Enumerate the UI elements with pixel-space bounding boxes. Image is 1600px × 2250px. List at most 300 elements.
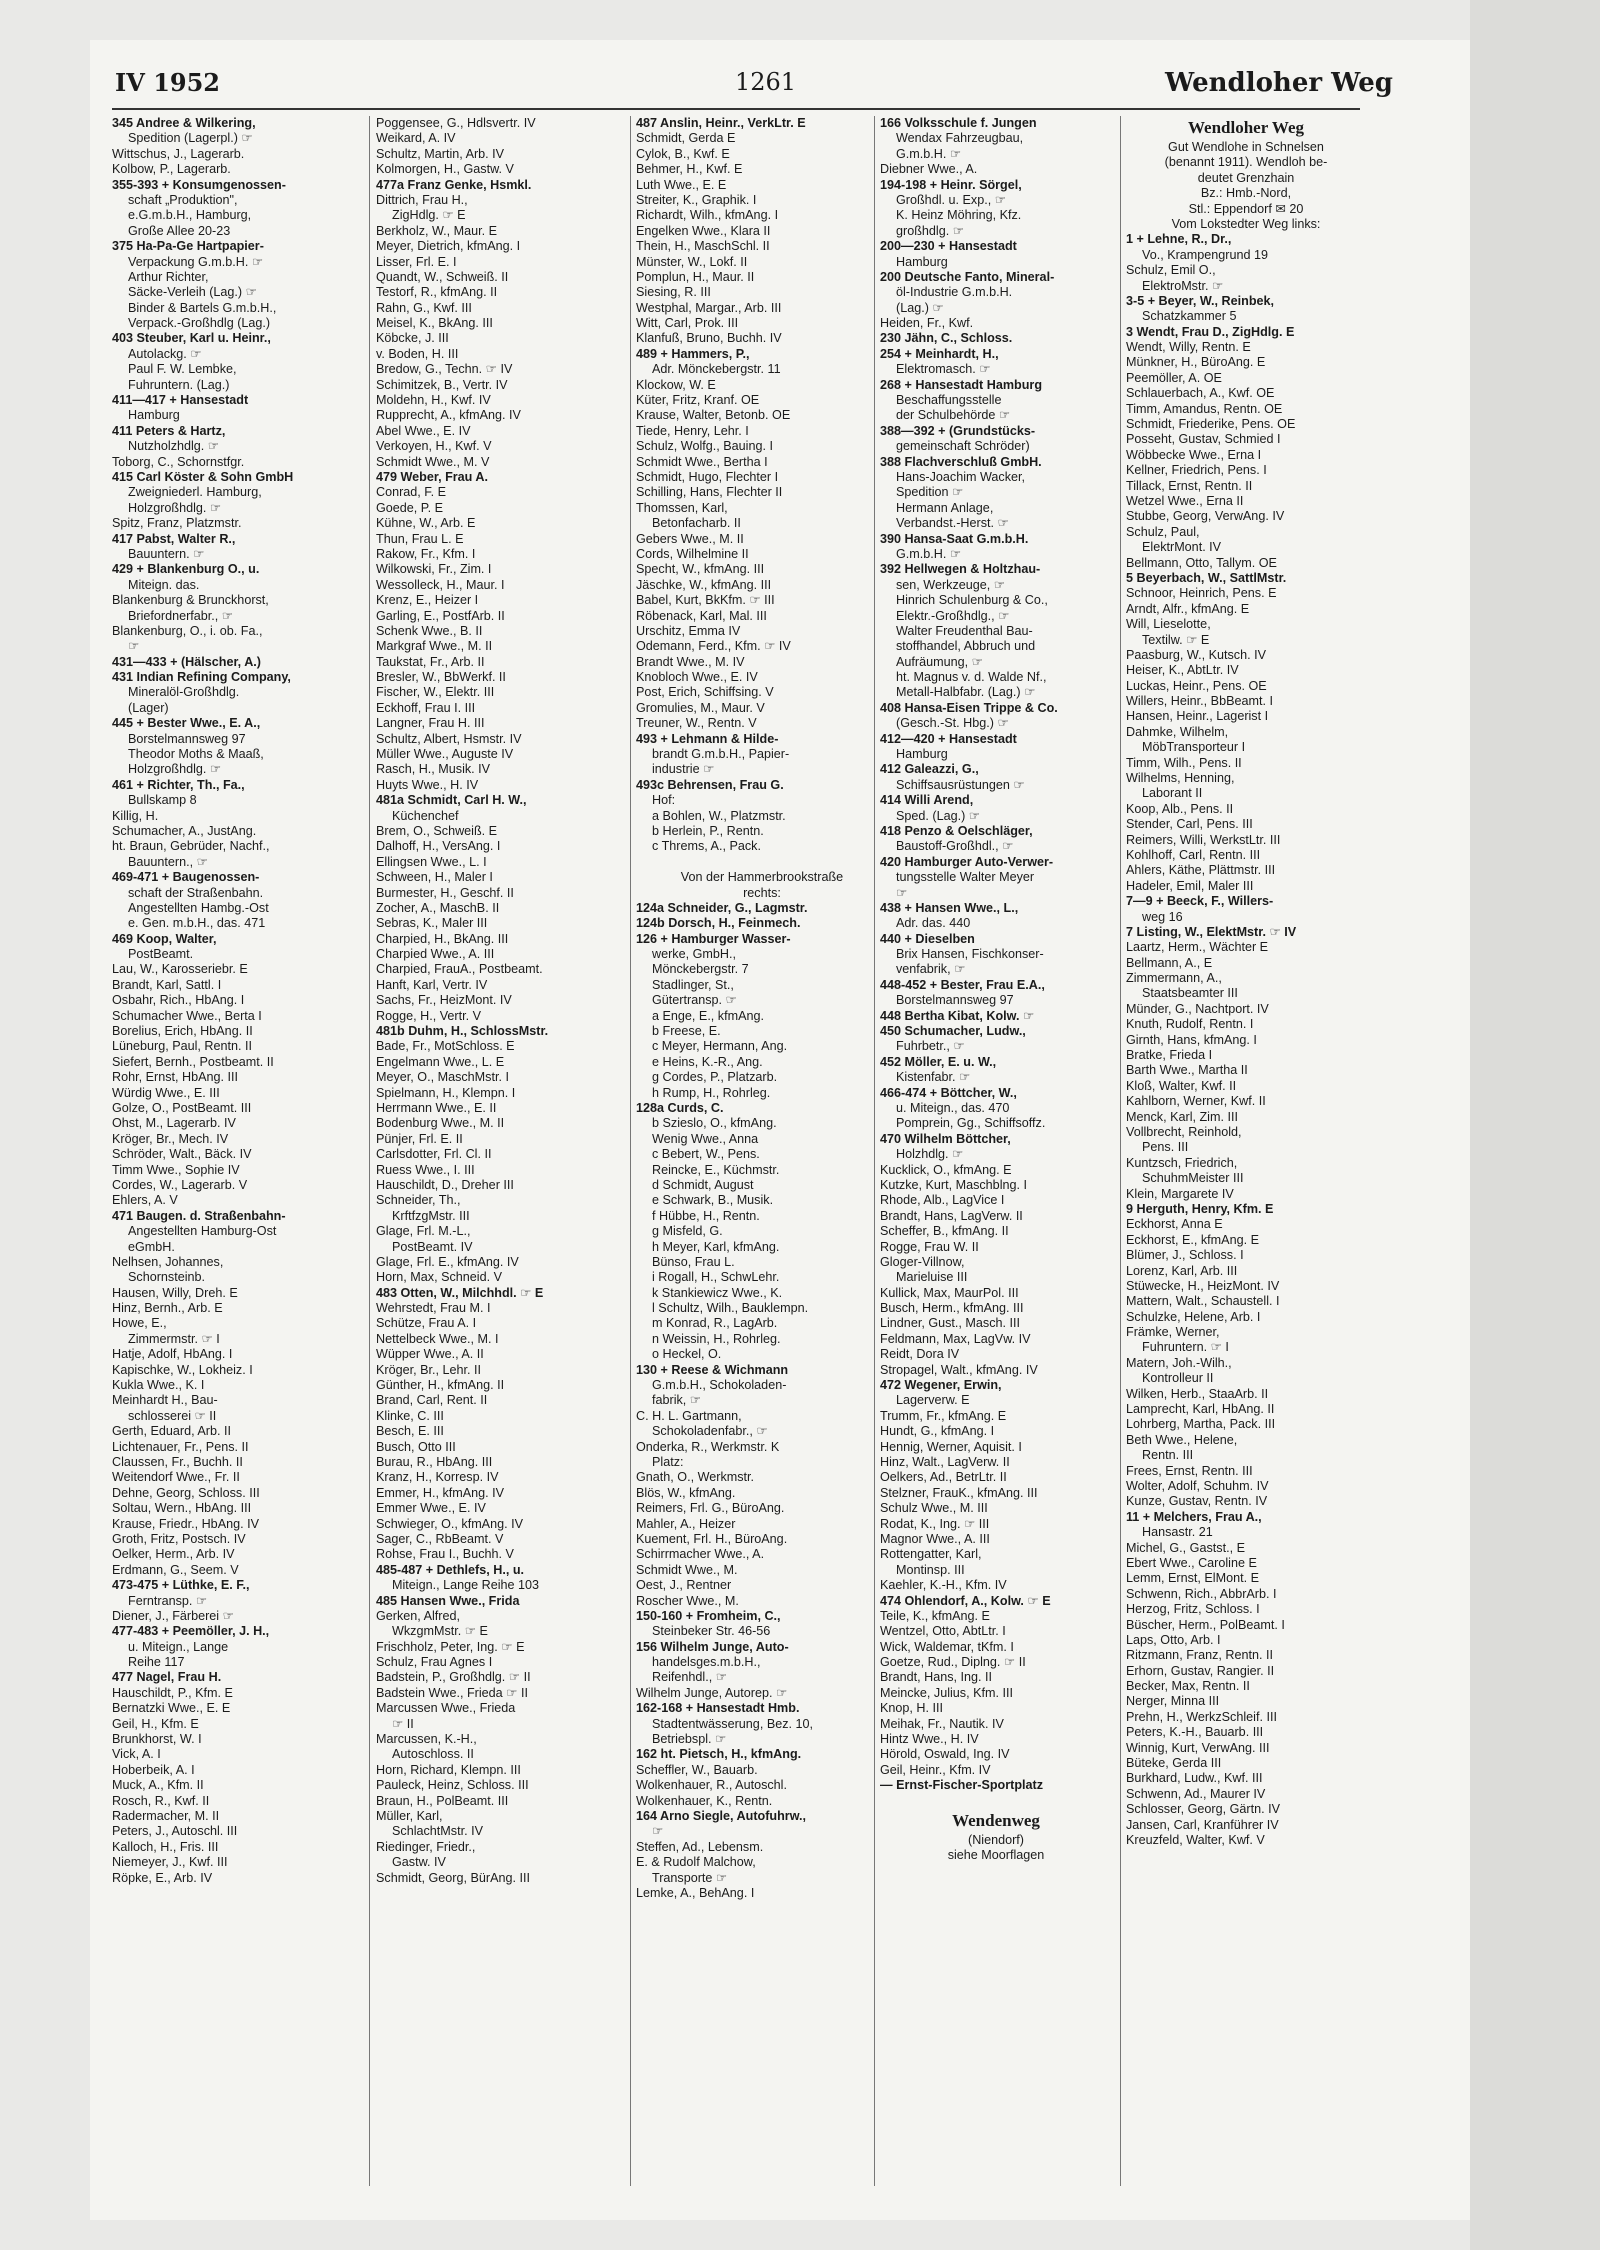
directory-line: Zweigniederl. Hamburg, xyxy=(128,485,262,500)
directory-line: ElektrMont. IV xyxy=(1142,540,1222,555)
directory-line: Heiser, K., AbtLtr. IV xyxy=(1126,663,1239,678)
address-entry-heading: 388 Flachverschluß GmbH. xyxy=(880,454,1042,469)
directory-line: Holzhdlg. ☞ xyxy=(896,1147,964,1162)
directory-line: c Threms, A., Pack. xyxy=(652,839,761,854)
directory-line: Schirrmacher Wwe., A. xyxy=(636,1547,765,1562)
address-entry-heading: 479 Weber, Frau A. xyxy=(376,469,488,484)
directory-line: Hatje, Adolf, HbAng. I xyxy=(112,1347,233,1362)
directory-line: Glage, Frl. E., kfmAng. IV xyxy=(376,1254,519,1269)
directory-line: Treuner, W., Rentn. V xyxy=(636,716,757,731)
directory-line: Bauuntern., ☞ xyxy=(128,854,208,869)
directory-line: Horn, Richard, Klempn. III xyxy=(376,1762,521,1777)
directory-line: K. Heinz Möhring, Kfz. xyxy=(896,208,1022,223)
directory-line: Howe, E., xyxy=(112,1316,167,1331)
directory-line: Ebert Wwe., Caroline E xyxy=(1126,1555,1257,1570)
column-1 xyxy=(112,116,362,2196)
address-entry-heading: 194-198 + Heinr. Sörgel, xyxy=(880,177,1022,192)
directory-line: Betriebspl. ☞ xyxy=(652,1732,727,1747)
directory-line: Wilhelm Junge, Autorep. ☞ xyxy=(636,1685,788,1700)
address-entry-heading: 493c Behrensen, Frau G. xyxy=(636,777,784,792)
directory-line: Urschitz, Emma IV xyxy=(636,623,741,638)
directory-line: großhdlg. ☞ xyxy=(896,223,964,238)
directory-line: ☞ xyxy=(652,1824,664,1839)
address-entry-heading: 411—417 + Hansestadt xyxy=(112,393,249,408)
directory-line: Holzgroßhdlg. ☞ xyxy=(128,500,222,515)
directory-line: Kontrolleur II xyxy=(1142,1371,1214,1386)
directory-line: Geil, Heinr., Kfm. IV xyxy=(880,1762,991,1777)
directory-line: Gerth, Eduard, Arb. II xyxy=(112,1424,232,1439)
directory-line: Weikard, A. IV xyxy=(376,131,456,146)
directory-line: brandt G.m.b.H., Papier- xyxy=(652,747,790,762)
directory-line: e Heins, K.-R., Ang. xyxy=(652,1054,763,1069)
directory-line: Kucklick, O., kfmAng. E xyxy=(880,1162,1012,1177)
address-entry-heading: 429 + Blankenburg O., u. xyxy=(112,562,260,577)
directory-line: MöbTransporteur I xyxy=(1142,740,1246,755)
directory-line: Rohr, Ernst, HbAng. III xyxy=(112,1070,238,1085)
directory-line: Röbenack, Karl, Mal. III xyxy=(636,608,767,623)
address-entry-heading: 431 Indian Refining Company, xyxy=(112,670,291,685)
directory-line: Sachs, Fr., HeizMont. IV xyxy=(376,993,512,1008)
directory-line: Busch, Herm., kfmAng. III xyxy=(880,1301,1024,1316)
directory-line: Laborant II xyxy=(1142,786,1203,801)
directory-line: Fuhruntern. (Lag.) xyxy=(128,377,230,392)
address-entry-heading: 466-474 + Böttcher, W., xyxy=(880,1085,1017,1100)
directory-line: Hamburg xyxy=(896,747,948,762)
directory-line: Brandt, Hans, Ing. II xyxy=(880,1670,993,1685)
directory-line: Lemm, Ernst, ElMont. E xyxy=(1126,1571,1259,1586)
directory-line: Kuement, Frl. H., BüroAng. xyxy=(636,1531,788,1546)
directory-line: Kukla Wwe., K. I xyxy=(112,1378,205,1393)
directory-line: Wittschus, J., Lagerarb. xyxy=(112,146,245,161)
directory-line: Charpied, FrauA., Postbeamt. xyxy=(376,962,543,977)
directory-line: c Bebert, W., Pens. xyxy=(652,1147,760,1162)
directory-line: Koop, Alb., Pens. II xyxy=(1126,801,1234,816)
directory-line: fabrik, ☞ xyxy=(652,1393,702,1408)
directory-line: Magnor Wwe., A. III xyxy=(880,1531,990,1546)
directory-line: Wetzel Wwe., Erna II xyxy=(1126,493,1244,508)
address-entry-heading: 417 Pabst, Walter R., xyxy=(112,531,236,546)
directory-line: Schumacher Wwe., Berta I xyxy=(112,1008,262,1023)
directory-line: Markgraf Wwe., M. II xyxy=(376,639,493,654)
directory-line: d Schmidt, August xyxy=(652,1177,754,1192)
directory-line: Frischholz, Peter, Ing. ☞ E xyxy=(376,1639,525,1654)
directory-line: Mineralöl-Großhdlg. xyxy=(128,685,240,700)
address-entry-heading: 345 Andree & Wilkering, xyxy=(112,116,256,130)
directory-line: PostBeamt. IV xyxy=(392,1239,473,1254)
directory-line: Hermann Anlage, xyxy=(896,500,994,515)
address-entry-heading: 481a Schmidt, Carl H. W., xyxy=(376,793,527,808)
directory-line: Rosch, R., Kwf. II xyxy=(112,1793,210,1808)
directory-line: ht. Braun, Gebrüder, Nachf., xyxy=(112,839,270,854)
directory-line: Barth Wwe., Martha II xyxy=(1126,1063,1248,1078)
directory-line: Gloger-Villnow, xyxy=(880,1254,965,1269)
directory-line: (Niendorf) xyxy=(968,1832,1024,1847)
directory-line: Ehlers, A. V xyxy=(112,1193,178,1208)
address-entry-heading: 162 ht. Pietsch, H., kfmAng. xyxy=(636,1747,802,1762)
directory-line: Bellmann, Otto, Tallym. OE xyxy=(1126,555,1277,570)
directory-line: Mahler, A., Heizer xyxy=(636,1516,736,1531)
directory-line: a Bohlen, W., Platzmstr. xyxy=(652,808,786,823)
directory-line: Schornsteinb. xyxy=(128,1270,206,1285)
directory-line: Timm Wwe., Sophie IV xyxy=(112,1162,240,1177)
directory-line: Stubbe, Georg, VerwAng. IV xyxy=(1126,509,1285,524)
directory-line: Schlosser, Georg, Gärtn. IV xyxy=(1126,1802,1280,1817)
directory-line: Emmer Wwe., E. IV xyxy=(376,1501,486,1516)
directory-line: Schneider, Th., xyxy=(376,1193,461,1208)
directory-line: u. Miteign., das. 470 xyxy=(896,1101,1010,1115)
directory-line: Winnig, Kurt, VerwAng. III xyxy=(1126,1740,1270,1755)
directory-line: Westphal, Margar., Arb. III xyxy=(636,300,782,315)
directory-line: Reimers, Willi, WerkstLtr. III xyxy=(1126,832,1281,847)
address-entry-heading: 452 Möller, E. u. W., xyxy=(880,1054,997,1069)
directory-line: Bresler, W., BbWerkf. II xyxy=(376,670,506,685)
directory-line: Meisel, K., BkAng. III xyxy=(376,316,493,331)
directory-line: Blös, W., kfmAng. xyxy=(636,1485,736,1500)
directory-line: Schulz, Frau Agnes I xyxy=(376,1655,493,1670)
directory-line: Hinrich Schulenburg & Co., xyxy=(896,593,1048,608)
directory-line: Großhdl. u. Exp., ☞ xyxy=(896,192,1006,207)
directory-line: Rottengatter, Karl, xyxy=(880,1547,982,1562)
directory-line: Stropagel, Walt., kfmAng. IV xyxy=(880,1362,1038,1377)
directory-line: Jäschke, W., kfmAng. III xyxy=(636,577,772,592)
directory-line: Onderka, R., Werkmstr. K xyxy=(636,1439,780,1454)
directory-line: Bauuntern. ☞ xyxy=(128,546,205,561)
directory-line: Schumacher, A., JustAng. xyxy=(112,823,257,838)
directory-line: Kunze, Gustav, Rentn. IV xyxy=(1126,1494,1268,1509)
directory-line: Wolkenhauer, K., Rentn. xyxy=(636,1793,773,1808)
directory-line: Schulz, Emil O., xyxy=(1126,263,1216,278)
directory-line: Schilling, Hans, Flechter II xyxy=(636,485,783,500)
directory-line: h Meyer, Karl, kfmAng. xyxy=(652,1239,780,1254)
directory-line: Reifenhdl., ☞ xyxy=(652,1670,727,1685)
directory-line: Laartz, Herm., Wächter E xyxy=(1126,940,1269,955)
directory-line: Hauschildt, D., Dreher III xyxy=(376,1177,514,1192)
directory-line: Hundt, G., kfmAng. I xyxy=(880,1424,995,1439)
address-entry-heading: 5 Beyerbach, W., SattlMstr. xyxy=(1126,570,1287,585)
directory-line: Klanfuß, Bruno, Buchh. IV xyxy=(636,331,782,346)
directory-line: Tillack, Ernst, Rentn. II xyxy=(1126,478,1253,493)
address-entry-heading: 431—433 + (Hälscher, A.) xyxy=(112,654,261,669)
address-entry-heading: 481b Duhm, H., SchlossMstr. xyxy=(376,1024,549,1039)
directory-line: G.m.b.H. ☞ xyxy=(896,546,962,561)
directory-line: Rakow, Fr., Kfm. I xyxy=(376,546,476,561)
address-entry-heading: 448-452 + Bester, Frau E.A., xyxy=(880,977,1045,992)
column-divider xyxy=(630,116,631,2186)
directory-line: Carlsdotter, Frl. Cl. II xyxy=(376,1147,492,1162)
directory-line: Girnth, Hans, kfmAng. I xyxy=(1126,1032,1257,1047)
directory-line: Schwenn, Rich., AbbrArb. I xyxy=(1126,1586,1277,1601)
directory-line: Spielmann, H., Klempn. I xyxy=(376,1085,516,1100)
directory-line: Siesing, R. III xyxy=(636,285,711,300)
directory-line: Brunkhorst, W. I xyxy=(112,1732,202,1747)
directory-line: G.m.b.H., Schokoladen- xyxy=(652,1378,787,1393)
address-entry-heading: 124b Dorsch, H., Feinmech. xyxy=(636,916,801,931)
directory-line: b Szieslo, O., kfmAng. xyxy=(652,1116,777,1131)
directory-line: Brandt, Karl, Sattl. I xyxy=(112,977,222,992)
directory-line: Mönckebergstr. 7 xyxy=(652,962,749,977)
directory-line: Küter, Fritz, Kranf. OE xyxy=(636,393,760,408)
directory-line: Bellmann, A., E xyxy=(1126,955,1213,970)
directory-line: Geil, H., Kfm. E xyxy=(112,1716,199,1731)
directory-line: Küchenchef xyxy=(392,808,459,823)
directory-line: Quandt, W., Schweiß. II xyxy=(376,269,509,284)
directory-line: Nerger, Minna III xyxy=(1126,1694,1220,1709)
directory-line: Platz: xyxy=(652,1454,684,1469)
directory-line: Kutzke, Kurt, Maschblng. I xyxy=(880,1177,1027,1192)
directory-line: Killig, H. xyxy=(112,808,159,823)
address-entry-heading: 477-483 + Peemöller, J. H., xyxy=(112,1624,270,1639)
directory-line: Schulz Wwe., M. III xyxy=(880,1501,988,1516)
column-5 xyxy=(1126,116,1366,2196)
directory-line: Hintz Wwe., H. IV xyxy=(880,1732,979,1747)
directory-line: Engelken Wwe., Klara II xyxy=(636,223,771,238)
directory-line: Günther, H., kfmAng. II xyxy=(376,1378,505,1393)
directory-line: e Schwark, B., Musik. xyxy=(652,1193,774,1208)
directory-line: eGmbH. xyxy=(128,1239,175,1254)
address-entry-heading: 485-487 + Dethlefs, H., u. xyxy=(376,1562,525,1577)
directory-line: Fuhrbetr., ☞ xyxy=(896,1039,965,1054)
directory-line: Rhode, Alb., LagVice I xyxy=(880,1193,1005,1208)
directory-line: Peemöller, A. OE xyxy=(1126,370,1222,385)
directory-line: Wüpper Wwe., A. II xyxy=(376,1347,484,1362)
directory-line: Meinhardt H., Bau- xyxy=(112,1393,218,1408)
directory-line: Schulzke, Helene, Arb. I xyxy=(1126,1309,1261,1324)
directory-line: Verkoyen, H., Kwf. V xyxy=(376,439,492,454)
directory-line: Charpied Wwe., A. III xyxy=(376,947,495,962)
directory-line: Brix Hansen, Fischkonser- xyxy=(896,947,1044,962)
directory-line: f Hübbe, H., Rentn. xyxy=(652,1208,760,1223)
directory-line: Bullskamp 8 xyxy=(128,793,197,808)
address-entry-heading: 472 Wegener, Erwin, xyxy=(880,1378,1002,1393)
directory-line: e.G.m.b.H., Hamburg, xyxy=(128,208,252,223)
directory-line: Gebers Wwe., M. II xyxy=(636,531,744,546)
directory-line: Lagerverw. E xyxy=(896,1393,970,1408)
directory-line: Schmidt, Hugo, Flechter I xyxy=(636,469,779,484)
directory-line: Behmer, H., Kwf. E xyxy=(636,162,743,177)
directory-line: Schmidt Wwe., M. V xyxy=(376,454,490,469)
directory-line: Eckhorst, Anna E xyxy=(1126,1217,1223,1232)
address-entry-heading: 414 Willi Arend, xyxy=(880,793,974,808)
directory-line: Nutzholzhdlg. ☞ xyxy=(128,439,220,454)
address-entry-heading: 388—392 + (Grundstücks- xyxy=(880,423,1036,438)
directory-line: Blankenburg, O., i. ob. Fa., xyxy=(112,623,263,638)
directory-line: g Cordes, P., Platzarb. xyxy=(652,1070,778,1085)
directory-line: Sager, C., RbBeamt. V xyxy=(376,1531,504,1546)
directory-line: Wenig Wwe., Anna xyxy=(652,1131,759,1146)
directory-line: Baustoff-Großhdl., ☞ xyxy=(896,839,1014,854)
address-entry-heading: 483 Otten, W., Milchhdl. ☞ E xyxy=(376,1285,544,1300)
directory-line: Kühne, W., Arb. E xyxy=(376,516,476,531)
column-divider xyxy=(1120,116,1121,2186)
directory-line: Klinke, C. III xyxy=(376,1408,444,1423)
directory-line: Köbcke, J. III xyxy=(376,331,449,346)
directory-line: i Rogall, H., SchwLehr. xyxy=(652,1270,780,1285)
directory-line: Odemann, Ferd., Kfm. ☞ IV xyxy=(636,639,791,654)
directory-line: der Schulbehörde ☞ xyxy=(896,408,1011,423)
directory-line: Meyer, Dietrich, kfmAng. I xyxy=(376,239,521,254)
directory-line: Wentzel, Otto, AbtLtr. I xyxy=(880,1624,1006,1639)
address-entry-heading: 408 Hansa-Eisen Trippe & Co. xyxy=(880,700,1058,715)
directory-line: Schiffsausrüstungen ☞ xyxy=(896,777,1025,792)
directory-line: Metall-Halbfabr. (Lag.) ☞ xyxy=(896,685,1036,700)
directory-line: Verbandst.-Herst. ☞ xyxy=(896,516,1009,531)
directory-line: Badstein Wwe., Frieda ☞ II xyxy=(376,1685,528,1700)
directory-line: Nelhsen, Johannes, xyxy=(112,1254,224,1269)
directory-line: Wilkowski, Fr., Zim. I xyxy=(376,562,492,577)
directory-line: Stender, Carl, Pens. III xyxy=(1126,817,1253,832)
directory-line: Kohlhoff, Carl, Rentn. III xyxy=(1126,847,1261,862)
directory-line: Elektromasch. ☞ xyxy=(896,362,991,377)
address-entry-heading: 438 + Hansen Wwe., L., xyxy=(880,900,1019,915)
directory-line: Wilken, Herb., StaaArb. II xyxy=(1126,1386,1269,1401)
directory-line: Wilhelms, Henning, xyxy=(1126,771,1235,786)
directory-line: Burmester, H., Geschf. II xyxy=(376,885,514,900)
address-entry-heading: 477 Nagel, Frau H. xyxy=(112,1670,222,1685)
directory-line: c Meyer, Hermann, Ang. xyxy=(652,1039,788,1054)
address-entry-heading: 474 Ohlendorf, A., Kolw. ☞ E xyxy=(880,1593,1051,1608)
directory-line: G.m.b.H. ☞ xyxy=(896,146,962,161)
address-entry-heading: 156 Wilhelm Junge, Auto- xyxy=(636,1639,789,1654)
directory-line: Kahlborn, Werner, Kwf. II xyxy=(1126,1094,1266,1109)
directory-line: Hamburg xyxy=(128,408,180,423)
address-entry-heading: 487 Anslin, Heinr., VerkLtr. E xyxy=(636,116,806,130)
address-entry-heading: 461 + Richter, Th., Fa., xyxy=(112,777,245,792)
address-entry-heading: 392 Hellwegen & Holtzhau- xyxy=(880,562,1041,577)
directory-line: Wendt, Willy, Rentn. E xyxy=(1126,340,1251,355)
directory-line: (Lager) xyxy=(128,700,169,715)
directory-line: Ahlers, Käthe, Plättmstr. III xyxy=(1126,863,1276,878)
directory-line: Post, Erich, Schiffsing. V xyxy=(636,685,774,700)
directory-line: Lau, W., Karosseriebr. E xyxy=(112,962,248,977)
directory-line: Radermacher, M. II xyxy=(112,1808,220,1823)
directory-line: k Stankiewicz Wwe., K. xyxy=(652,1285,783,1300)
directory-line: Tiede, Henry, Lehr. I xyxy=(636,423,749,438)
directory-line: Hinz, Walt., LagVerw. II xyxy=(880,1454,1010,1469)
directory-line: Kapischke, W., Lokheiz. I xyxy=(112,1362,253,1377)
directory-line: Meihak, Fr., Nautik. IV xyxy=(880,1716,1004,1731)
directory-line: Bade, Fr., MotSchloss. E xyxy=(376,1039,515,1054)
directory-line: Claussen, Fr., Buchh. II xyxy=(112,1454,243,1469)
directory-line: Reihe 117 xyxy=(128,1655,185,1670)
directory-line: Säcke-Verleih (Lag.) ☞ xyxy=(128,285,257,300)
directory-line: Kalloch, H., Fris. III xyxy=(112,1839,219,1854)
address-entry-heading: 166 Volksschule f. Jungen xyxy=(880,116,1037,130)
directory-line: Borelius, Erich, HbAng. II xyxy=(112,1024,253,1039)
directory-line: Scheffler, W., Bauarb. xyxy=(636,1762,758,1777)
directory-line: handelsges.m.b.H., xyxy=(652,1655,761,1670)
directory-line: Posseht, Gustav, Schmied I xyxy=(1126,432,1281,447)
address-entry-heading: 126 + Hamburger Wasser- xyxy=(636,931,791,946)
address-entry-heading: 412—420 + Hansestadt xyxy=(880,731,1017,746)
directory-line: Reincke, E., Küchmstr. xyxy=(652,1162,780,1177)
directory-line: Adr. das. 440 xyxy=(896,916,971,931)
street-title: Wendloher Weg xyxy=(1187,118,1305,137)
directory-line: Niemeyer, J., Kwf. III xyxy=(112,1855,228,1870)
directory-line: SchlachtMstr. IV xyxy=(392,1824,483,1839)
directory-line: ZigHdlg. ☞ E xyxy=(392,208,466,223)
directory-line: (Gesch.-St. Hbg.) ☞ xyxy=(896,716,1009,731)
directory-line: Müller, Karl, xyxy=(376,1808,443,1823)
directory-line: Emmer, H., kfmAng. IV xyxy=(376,1485,505,1500)
directory-line: Gromulies, M., Maur. V xyxy=(636,700,765,715)
directory-line: Pomplun, H., Maur. II xyxy=(636,269,755,284)
directory-line: Menck, Karl, Zim. III xyxy=(1126,1109,1238,1124)
directory-line: Timm, Amandus, Rentn. OE xyxy=(1126,401,1283,416)
directory-line: Ruess Wwe., I. III xyxy=(376,1162,475,1177)
directory-line: b Herlein, P., Rentn. xyxy=(652,823,764,838)
directory-line: Ellingsen Wwe., L. I xyxy=(376,854,487,869)
directory-line: Badstein, P., Großhdlg. ☞ II xyxy=(376,1670,531,1685)
directory-line: Sped. (Lag.) ☞ xyxy=(896,808,981,823)
directory-line: Toborg, C., Schornstfgr. xyxy=(112,454,245,469)
directory-line: Roscher Wwe., M. xyxy=(636,1593,739,1608)
directory-line: (benannt 1911). Wendloh be- xyxy=(1164,155,1328,170)
directory-line: Schwieger, O., kfmAng. IV xyxy=(376,1516,523,1531)
directory-line: schlosserei ☞ II xyxy=(128,1408,217,1423)
address-entry-heading: 130 + Reese & Wichmann xyxy=(636,1362,789,1377)
directory-line: Glage, Frl. M.-L., xyxy=(376,1224,471,1239)
directory-line: Klein, Margarete IV xyxy=(1126,1186,1234,1201)
directory-line: Vom Lokstedter Weg links: xyxy=(1171,216,1321,231)
directory-line: Kistenfabr. ☞ xyxy=(896,1070,971,1085)
header-rule xyxy=(112,108,1360,110)
directory-line: Miteign. das. xyxy=(128,577,200,592)
directory-line: Siefert, Bernh., Postbeamt. II xyxy=(112,1054,274,1069)
column-2 xyxy=(376,116,624,2196)
directory-line: Hörold, Oswald, Ing. IV xyxy=(880,1747,1010,1762)
directory-line: Gastw. IV xyxy=(392,1855,446,1870)
directory-line: Moldehn, H., Kwf. IV xyxy=(376,393,491,408)
directory-line: Blankenburg & Brunckhorst, xyxy=(112,593,269,608)
directory-line: Miteign., Lange Reihe 103 xyxy=(392,1578,540,1593)
directory-line: Erdmann, G., Seem. V xyxy=(112,1562,239,1577)
directory-line: Lisser, Frl. E. I xyxy=(376,254,457,269)
directory-line: Knuth, Rudolf, Rentn. I xyxy=(1126,1017,1254,1032)
directory-line: Brem, O., Schweiß. E xyxy=(376,823,498,838)
directory-line: Spedition (Lagerpl.) ☞ xyxy=(128,131,253,146)
directory-line: m Konrad, R., LagArb. xyxy=(652,1316,778,1331)
address-entry-heading: 268 + Hansestadt Hamburg xyxy=(880,377,1043,392)
address-entry-heading: 162-168 + Hansestadt Hmb. xyxy=(636,1701,800,1716)
address-entry-heading: 7 Listing, W., ElektMstr. ☞ IV xyxy=(1126,924,1297,939)
directory-line: Abel Wwe., E. IV xyxy=(376,423,471,438)
directory-line: Gnath, O., Werkmstr. xyxy=(636,1470,755,1485)
directory-line: Autolackg. ☞ xyxy=(128,346,202,361)
directory-line: Walter Freudenthal Bau- xyxy=(896,623,1033,638)
directory-line: Marcussen, K.-H., xyxy=(376,1732,477,1747)
directory-line: Nettelbeck Wwe., M. I xyxy=(376,1331,499,1346)
directory-line: Bünso, Frau L. xyxy=(652,1254,735,1269)
header-volume-year: IV 1952 xyxy=(115,68,220,97)
directory-line: Marieluise III xyxy=(896,1270,968,1285)
directory-line: Rahn, G., Kwf. III xyxy=(376,300,472,315)
directory-line: Burkhard, Ludw., Kwf. III xyxy=(1126,1771,1263,1786)
directory-line: Wehrstedt, Frau M. I xyxy=(376,1301,491,1316)
directory-line: Zocher, A., MaschB. II xyxy=(376,900,500,915)
directory-line: Klockow, W. E xyxy=(636,377,716,392)
directory-line: Ohst, M., Lagerarb. IV xyxy=(112,1116,236,1131)
directory-line: Hoberbeik, A. I xyxy=(112,1762,195,1777)
directory-line: Lamprecht, Karl, HbAng. II xyxy=(1126,1402,1275,1417)
directory-line: Vick, A. I xyxy=(112,1747,161,1762)
directory-line: Hanft, Karl, Vertr. IV xyxy=(376,977,488,992)
directory-line: Reidt, Dora IV xyxy=(880,1347,960,1362)
directory-line: ht. Magnus v. d. Walde Nf., xyxy=(896,670,1047,685)
directory-line: Wolter, Adolf, Schuhm. IV xyxy=(1126,1478,1269,1493)
directory-line: Schmidt Wwe., M. xyxy=(636,1562,738,1577)
directory-line: Von der Hammerbrookstraße xyxy=(680,870,844,885)
directory-line: Herrmann Wwe., E. II xyxy=(376,1101,497,1115)
